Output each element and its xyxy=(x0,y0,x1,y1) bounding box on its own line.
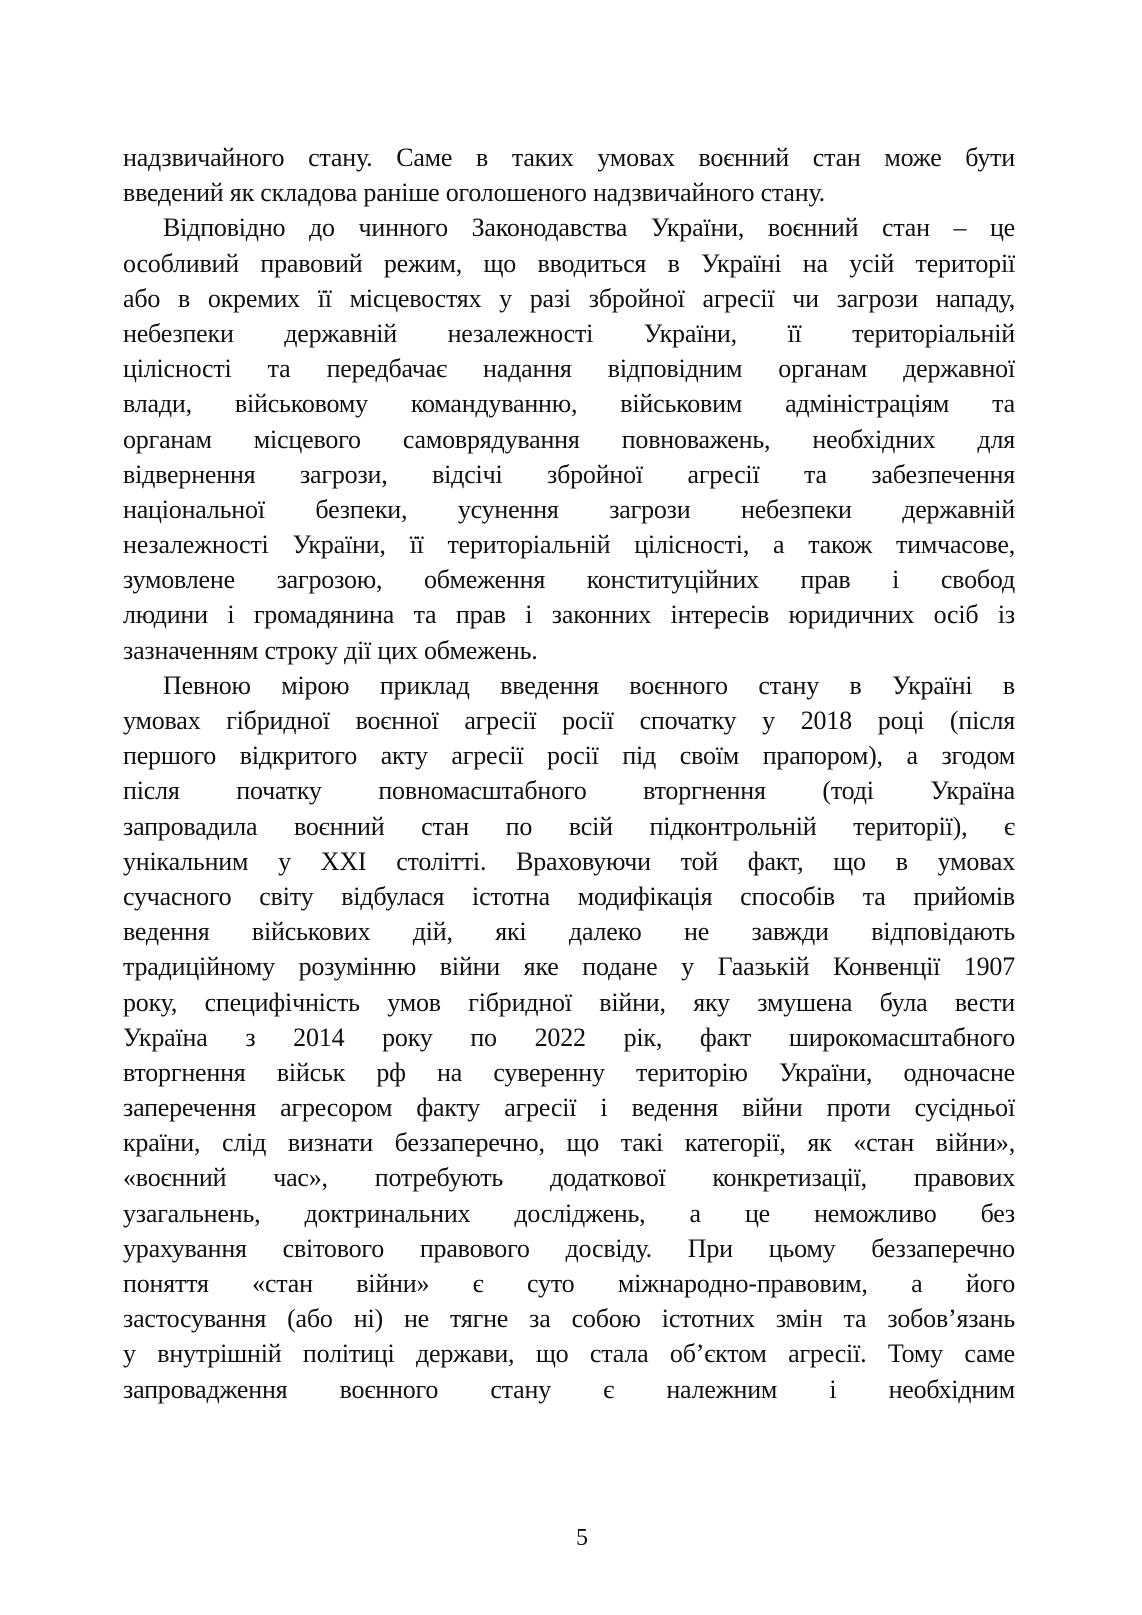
text-line: першого відкритого акту агресії росії під своїм прапором), а згодом xyxy=(123,741,1015,771)
text-line: відвернення загрози, відсічі збройної агресії та забезпечення xyxy=(123,459,1015,489)
text-line: Певною мірою приклад введення воєнного стану в Україні в xyxy=(163,670,1015,700)
text-line: запровадила воєнний стан по всій підконтрольній території), є xyxy=(123,811,1015,841)
text-line: заперечення агресором факту агресії і ведення війни проти сусідньої xyxy=(123,1093,1015,1123)
text-line: «воєнний час», потребують додаткової конкретизації, правових xyxy=(123,1163,1015,1193)
text-line: після початку повномасштабного вторгнення (тоді Україна xyxy=(123,776,1015,806)
text-line: ведення військових дій, які далеко не завжди відповідають xyxy=(123,917,1015,947)
text-line: зумовлене загрозою, обмеження конституційних прав і свобод xyxy=(123,565,1015,595)
text-line: або в окремих її місцевостях у разі збройної агресії чи загрози нападу, xyxy=(123,283,1015,313)
text-line: органам місцевого самоврядування повноважень, необхідних для xyxy=(123,424,1015,454)
text-line: року, специфічність умов гібридної війни, яку змушена була вести xyxy=(123,987,1015,1017)
text-line: небезпеки державній незалежності України, її територіальній xyxy=(123,318,1015,348)
text-line: особливий правовий режим, що вводиться в Україні на усій території xyxy=(123,248,1015,278)
paragraph-continuation xyxy=(123,140,1015,210)
text-line: Відповідно до чинного Законодавства України, воєнний стан – це xyxy=(163,213,1015,243)
text-line: у внутрішній політиці держави, що стала об’єктом агресії. Тому саме xyxy=(123,1339,1015,1369)
text-line: запровадження воєнного стану є належним і необхідним xyxy=(123,1374,1015,1404)
text-line: традиційному розумінню війни яке подане у Гаазькій Конвенції 1907 xyxy=(123,952,1015,982)
text-line: цілісності та передбачає надання відповідним органам державної xyxy=(123,354,1015,384)
text-line: людини і громадянина та прав і законних інтересів юридичних осіб із xyxy=(123,600,1015,630)
body-text xyxy=(123,140,1015,1407)
text-line: урахування світового правового досвіду. При цьому беззаперечно xyxy=(123,1233,1015,1263)
text-line: Україна з 2014 року по 2022 рік, факт широкомасштабного xyxy=(123,1022,1015,1052)
text-line: надзвичайного стану. Саме в таких умовах воєнний стан може бути xyxy=(123,143,1015,172)
text-line: застосування (або ні) не тягне за собою істотних змін та зобов’язань xyxy=(123,1304,1015,1334)
text-line: незалежності України, її територіальній цілісності, а також тимчасове, xyxy=(123,530,1015,560)
paragraph-hybrid-war-example xyxy=(123,668,1015,1407)
text-line: влади, військовому командуванню, військовим адміністраціям та xyxy=(123,389,1015,419)
text-line: країни, слід визнати беззаперечно, що такі категорії, як «стан війни», xyxy=(123,1128,1015,1158)
text-line: зазначенням строку дії цих обмежень. xyxy=(123,635,538,665)
paragraph-martial-law-definition xyxy=(123,210,1015,667)
text-line: сучасного світу відбулася істотна модифікація способів та прийомів xyxy=(123,881,1015,911)
text-line: умовах гібридної воєнної агресії росії спочатку у 2018 році (після xyxy=(123,706,1015,735)
text-line: узагальнень, доктринальних досліджень, а це неможливо без xyxy=(123,1198,1015,1228)
text-line: введений як складова раніше оголошеного надзвичайного стану. xyxy=(123,178,825,208)
text-line: національної безпеки, усунення загрози небезпеки державній xyxy=(123,494,1015,524)
page-number: 5 xyxy=(576,1525,588,1551)
text-line: поняття «стан війни» є суто міжнародно-правовим, а його xyxy=(123,1269,1015,1298)
text-line: унікальним у XXI столітті. Враховуючи той факт, що в умовах xyxy=(123,846,1015,876)
text-line: вторгнення військ рф на суверенну територію України, одночасне xyxy=(123,1057,1015,1087)
